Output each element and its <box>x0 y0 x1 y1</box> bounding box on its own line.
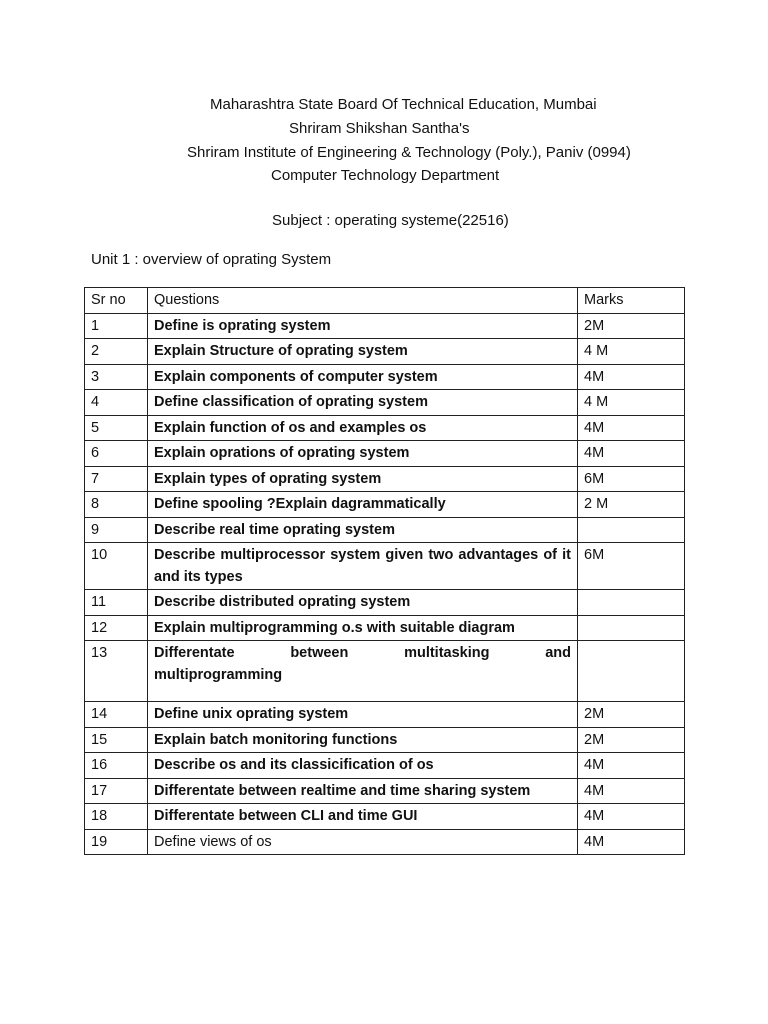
row-marks: 2M <box>578 313 685 339</box>
table-row <box>85 778 685 804</box>
row-sr-no: 13 <box>85 641 148 702</box>
row-marks: 2 M <box>578 492 685 518</box>
table-row <box>85 641 685 702</box>
table-row <box>85 590 685 616</box>
society-name: Shriram Shikshan Santha's <box>289 120 470 137</box>
row-question: Differentate between realtime and time sharing system <box>148 778 578 804</box>
table-row <box>85 441 685 467</box>
row-sr-no: 19 <box>85 829 148 855</box>
header-questions: Questions <box>148 288 578 314</box>
row-sr-no: 4 <box>85 390 148 416</box>
row-sr-no: 7 <box>85 466 148 492</box>
institute-name: Shriram Institute of Engineering & Technology (Poly.), Paniv (0994) <box>187 144 631 161</box>
question-word: multitasking <box>404 645 490 661</box>
row-sr-no: 6 <box>85 441 148 467</box>
row-question: Describe multiprocessor system given two advantages of it and its types <box>148 543 578 590</box>
row-question: Define views of os <box>148 829 578 855</box>
row-marks <box>578 641 685 702</box>
question-line-1 <box>154 643 571 665</box>
row-marks: 4M <box>578 441 685 467</box>
table-row <box>85 517 685 543</box>
row-sr-no: 12 <box>85 615 148 641</box>
row-sr-no: 8 <box>85 492 148 518</box>
question-word: and <box>545 645 571 661</box>
row-sr-no: 5 <box>85 415 148 441</box>
question-line-2: multiprogramming <box>154 666 283 683</box>
row-sr-no: 15 <box>85 727 148 753</box>
row-question: Define classification of oprating system <box>148 390 578 416</box>
table-header-row <box>85 288 685 314</box>
row-sr-no: 17 <box>85 778 148 804</box>
table-row <box>85 364 685 390</box>
table-row <box>85 466 685 492</box>
table-row <box>85 727 685 753</box>
row-question: Define spooling ?Explain dagrammatically <box>148 492 578 518</box>
row-question: Explain batch monitoring functions <box>148 727 578 753</box>
question-word: Differentate <box>154 645 235 661</box>
table-row <box>85 829 685 855</box>
row-question: Define is oprating system <box>148 313 578 339</box>
header-marks: Marks <box>578 288 685 314</box>
row-sr-no: 18 <box>85 804 148 830</box>
row-question: Define unix oprating system <box>148 702 578 728</box>
row-marks: 4M <box>578 753 685 779</box>
row-sr-no: 2 <box>85 339 148 365</box>
row-question <box>148 641 578 702</box>
row-marks: 4M <box>578 415 685 441</box>
department-name: Computer Technology Department <box>271 167 500 184</box>
row-question: Describe real time oprating system <box>148 517 578 543</box>
row-marks: 4M <box>578 804 685 830</box>
row-marks <box>578 590 685 616</box>
row-marks: 4M <box>578 364 685 390</box>
row-marks: 4M <box>578 829 685 855</box>
row-marks: 4 M <box>578 390 685 416</box>
row-marks: 4 M <box>578 339 685 365</box>
unit-title: Unit 1 : overview of oprating System <box>91 251 332 268</box>
table-row <box>85 415 685 441</box>
row-sr-no: 1 <box>85 313 148 339</box>
row-sr-no: 3 <box>85 364 148 390</box>
table-row <box>85 390 685 416</box>
table-row <box>85 702 685 728</box>
row-marks: 6M <box>578 543 685 590</box>
row-sr-no: 11 <box>85 590 148 616</box>
row-sr-no: 9 <box>85 517 148 543</box>
table-row <box>85 804 685 830</box>
row-marks <box>578 615 685 641</box>
row-question: Differentate between CLI and time GUI <box>148 804 578 830</box>
table-row <box>85 313 685 339</box>
subject-line: Subject : operating systeme(22516) <box>272 212 509 229</box>
row-question: Explain multiprogramming o.s with suitable diagram <box>148 615 578 641</box>
row-marks: 2M <box>578 702 685 728</box>
row-marks: 4M <box>578 778 685 804</box>
row-sr-no: 14 <box>85 702 148 728</box>
row-question: Describe distributed oprating system <box>148 590 578 616</box>
row-marks: 6M <box>578 466 685 492</box>
table-row <box>85 339 685 365</box>
row-question: Explain Structure of oprating system <box>148 339 578 365</box>
row-question: Describe os and its classicification of os <box>148 753 578 779</box>
row-marks: 2M <box>578 727 685 753</box>
questions-table <box>84 287 685 855</box>
row-question: Explain types of oprating system <box>148 466 578 492</box>
header-sr-no: Sr no <box>85 288 148 314</box>
row-sr-no: 10 <box>85 543 148 590</box>
row-question: Explain components of computer system <box>148 364 578 390</box>
table-row <box>85 492 685 518</box>
question-word: between <box>290 645 349 661</box>
row-question: Explain oprations of oprating system <box>148 441 578 467</box>
table-row <box>85 753 685 779</box>
row-sr-no: 16 <box>85 753 148 779</box>
row-marks <box>578 517 685 543</box>
row-question: Explain function of os and examples os <box>148 415 578 441</box>
board-name: Maharashtra State Board Of Technical Education, Mumbai <box>210 96 597 113</box>
table-row <box>85 543 685 590</box>
table-row <box>85 615 685 641</box>
